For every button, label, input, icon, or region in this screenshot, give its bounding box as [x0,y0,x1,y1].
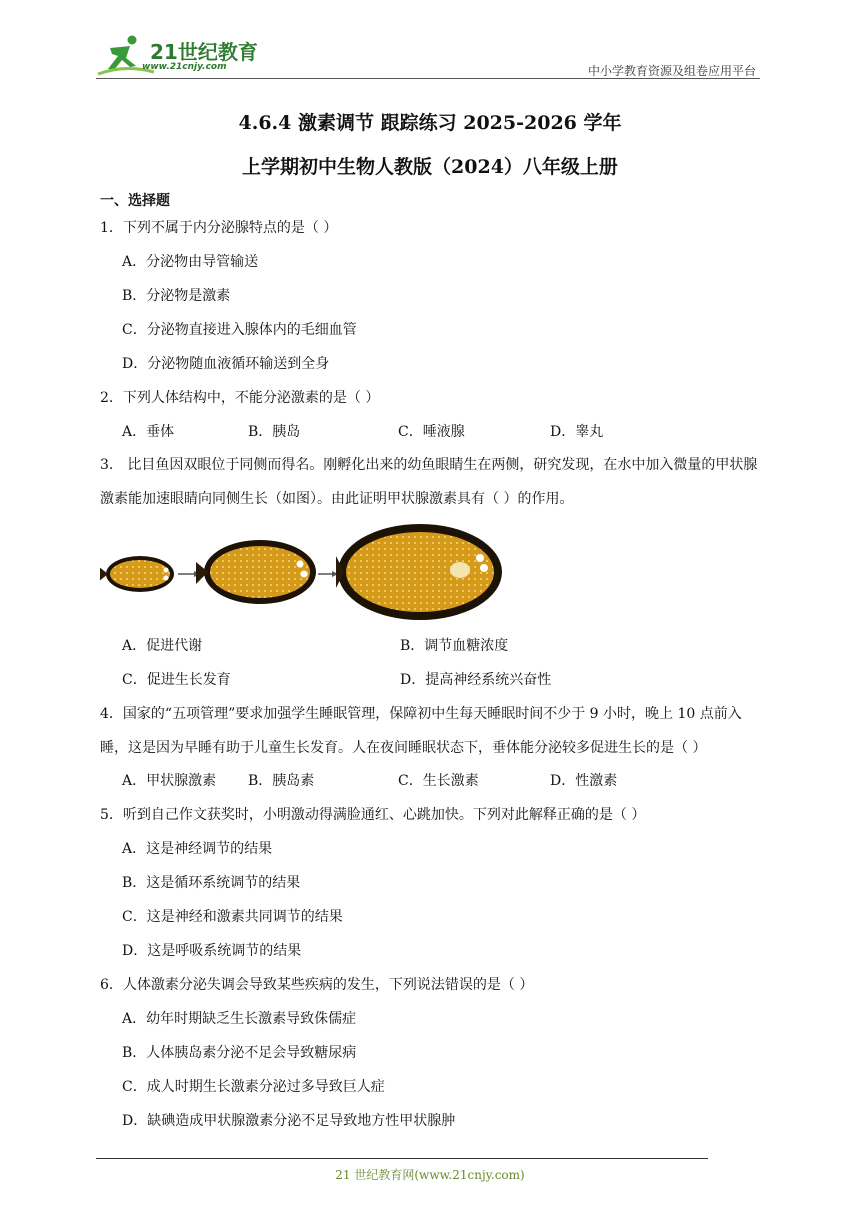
logo-url: www.21cnjy.com [142,62,227,72]
platform-name: 中小学教育资源及组卷应用平台 [587,64,756,78]
question-option: D．分泌物随血液循环输送到全身 [122,356,330,372]
question-option: B．调节血糖浓度 [400,638,509,654]
footer-link[interactable]: 21 世纪教育网(www.21cnjy.com) [335,1168,525,1182]
question-option: C．分泌物直接进入腺体内的毛细血管 [122,322,357,338]
question-stem: 3． 比目鱼因双眼位于同侧而得名。刚孵化出来的幼鱼眼睛生在两侧，研究发现，在水中加入微量的甲状腺激素能加速眼睛向同侧生长（如图）。由此证明甲状腺激素具有（ ）的作用。 [100,457,758,507]
question-stem: 5．听到自己作文获奖时，小明激动得满脸通红、心跳加快。下列对此解释正确的是（ ） [100,807,646,823]
question-stem: 6．人体激素分泌失调会导致某些疾病的发生，下列说法错误的是（ ） [100,977,534,993]
question-stem: 1．下列不属于内分泌腺特点的是（ ） [100,220,338,236]
question-stem: 4．国家的“五项管理”要求加强学生睡眠管理，保障初中生每天睡眠时间不少于 9 小时，晚上 10 点前入睡，这是因为早睡有助于儿童生长发育。人在夜间睡眠状态下，垂体能分泌较多促进生长的是（ ） [100,706,742,756]
question-option: D．睾丸 [550,424,604,440]
page-header [96,28,760,80]
question-option: B．分泌物是激素 [122,288,231,304]
section-heading: 一、选择题 [100,193,170,209]
question-option: B．人体胰岛素分泌不足会导致糖尿病 [122,1045,357,1061]
header-divider [96,78,760,79]
question-option: A．垂体 [122,424,175,440]
question-option: C．促进生长发育 [122,672,231,688]
question-option: A．幼年时期缺乏生长激素导致侏儒症 [122,1011,357,1027]
question-option: C．生长激素 [398,773,479,789]
question-option: D．性激素 [550,773,618,789]
question-option: A．促进代谢 [122,638,203,654]
question-option: D．提高神经系统兴奋性 [400,672,552,688]
question-option: D．这是呼吸系统调节的结果 [122,943,302,959]
juvenile-fish-image [196,540,316,604]
young-fish-image [100,556,174,592]
question-option: A．甲状腺激素 [122,773,217,789]
adult-fish-image [336,524,502,620]
question-stem: 2．下列人体结构中，不能分泌激素的是（ ） [100,390,380,406]
question-option: C．唾液腺 [398,424,465,440]
question-option: B．胰岛素 [248,773,315,789]
question-option: D．缺碘造成甲状腺激素分泌不足导致地方性甲状腺肿 [122,1113,456,1129]
site-logo [96,34,266,78]
title-line-2: 上学期初中生物人教版（2024）八年级上册 [242,156,618,178]
question-option: A．分泌物由导管输送 [122,254,259,270]
title-line-1: 4.6.4 激素调节 跟踪练习 2025-2026 学年 [238,112,622,134]
question-option: C．成人时期生长激素分泌过多导致巨人症 [122,1079,385,1095]
question-option: B．这是循环系统调节的结果 [122,875,301,891]
question-option: A．这是神经调节的结果 [122,841,273,857]
flatfish-figure [100,522,520,626]
question-option: B．胰岛 [248,424,301,440]
footer-divider [96,1158,708,1159]
logo-text: 21世纪教育 [150,40,258,64]
question-option: C．这是神经和激素共同调节的结果 [122,909,343,925]
